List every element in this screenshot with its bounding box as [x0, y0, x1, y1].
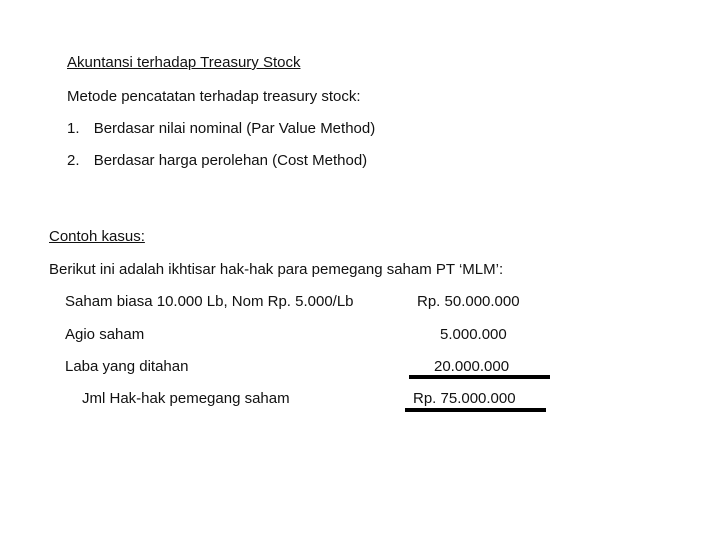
equity-row-value: Rp. 50.000.000: [417, 293, 520, 310]
section-title-contoh-kasus: Contoh kasus:: [49, 228, 145, 245]
method-number: 1.: [67, 120, 80, 137]
equity-row-value: 20.000.000: [434, 358, 510, 375]
method-text: Berdasar nilai nominal (Par Value Method): [93, 120, 376, 137]
section-title-treasury-stock: Akuntansi terhadap Treasury Stock: [67, 54, 301, 71]
total-label: Jml Hak-hak pemegang saham: [82, 390, 290, 407]
case-intro: Berikut ini adalah ikhtisar hak-hak para pemegang saham PT ‘MLM’:: [49, 261, 504, 278]
equity-row-value: 5.000.000: [440, 326, 507, 343]
method-number: 2.: [67, 152, 80, 169]
methods-intro: Metode pencatatan terhadap treasury stock:: [67, 88, 361, 105]
equity-row-label: Saham biasa 10.000 Lb, Nom Rp. 5.000/Lb: [65, 293, 354, 310]
method-item-par-value: [67, 120, 375, 138]
total-rule: [405, 408, 546, 412]
subtotal-rule: [409, 375, 550, 379]
total-value: Rp. 75.000.000: [413, 390, 516, 407]
equity-row-label: Agio saham: [65, 326, 145, 343]
method-item-cost: [67, 152, 367, 170]
equity-row-label: Laba yang ditahan: [65, 358, 189, 375]
method-text: Berdasar harga perolehan (Cost Method): [93, 152, 368, 169]
